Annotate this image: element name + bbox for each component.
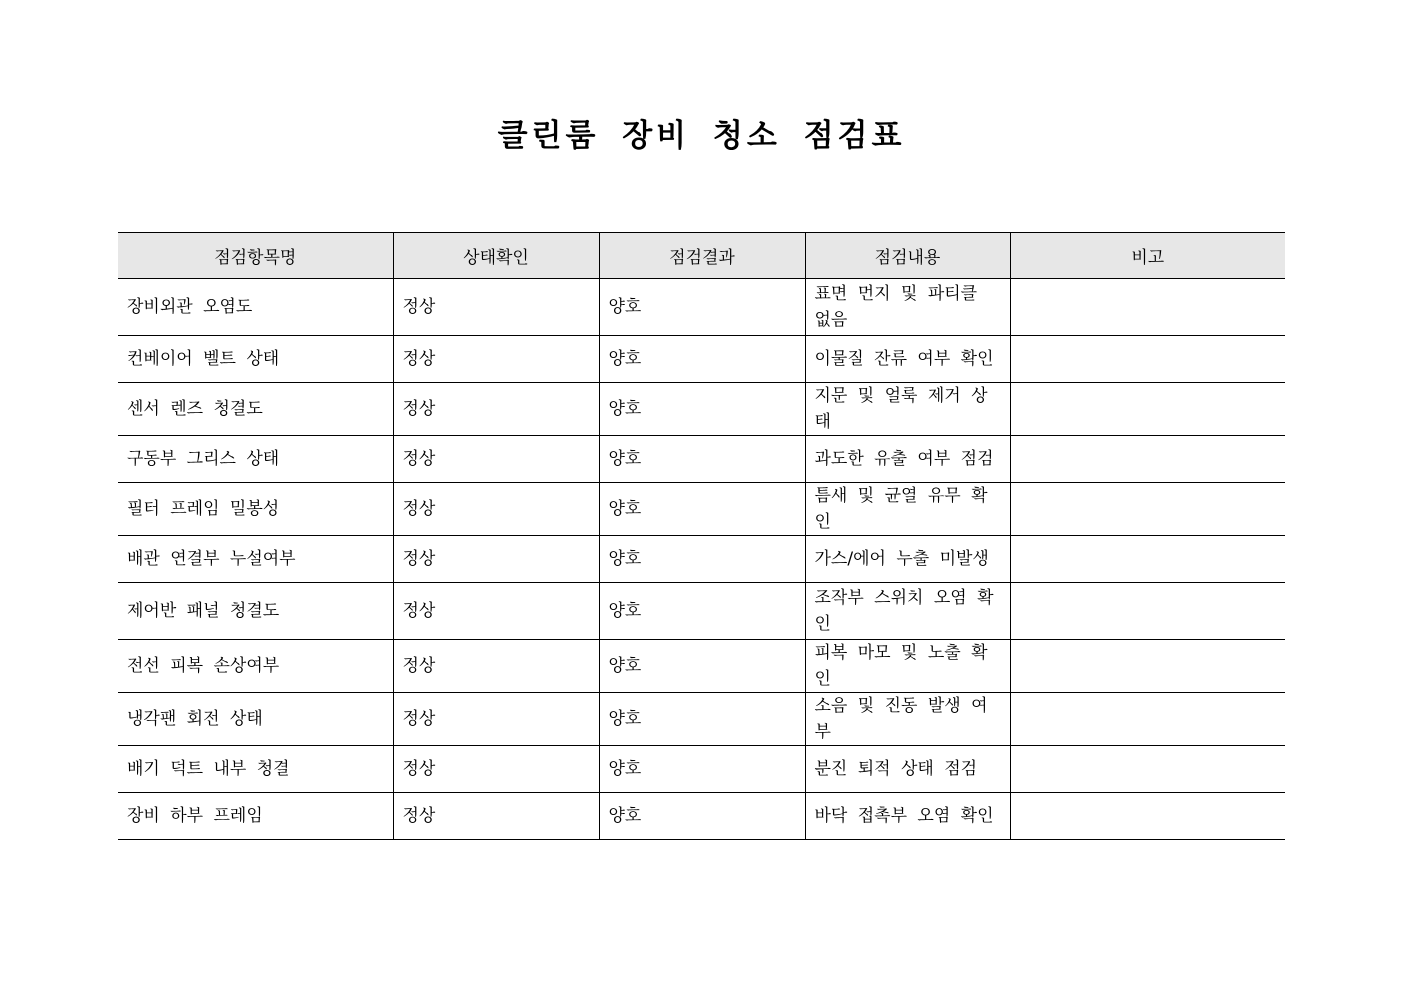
cell-item-name: 전선 피복 손상여부 — [118, 640, 393, 693]
cell-status: 정상 — [393, 436, 599, 483]
cell-result: 양호 — [599, 583, 805, 640]
header-status-check: 상태확인 — [393, 233, 599, 279]
cell-note — [1010, 583, 1285, 640]
cell-item-name: 구동부 그리스 상태 — [118, 436, 393, 483]
table-row — [118, 436, 1285, 483]
cell-content: 지문 및 얼룩 제거 상태 — [805, 383, 1010, 436]
header-inspection-result: 점검결과 — [599, 233, 805, 279]
cell-item-name: 배기 덕트 내부 청결 — [118, 746, 393, 793]
cell-item-name: 배관 연결부 누설여부 — [118, 536, 393, 583]
cell-result: 양호 — [599, 436, 805, 483]
cell-note — [1010, 746, 1285, 793]
cell-note — [1010, 640, 1285, 693]
cell-result: 양호 — [599, 693, 805, 746]
cell-result: 양호 — [599, 640, 805, 693]
cell-item-name: 센서 렌즈 청결도 — [118, 383, 393, 436]
table-row — [118, 693, 1285, 746]
cell-content: 틈새 및 균열 유무 확인 — [805, 483, 1010, 536]
cell-result: 양호 — [599, 279, 805, 336]
cell-result: 양호 — [599, 336, 805, 383]
header-note: 비고 — [1010, 233, 1285, 279]
cell-content: 분진 퇴적 상태 점검 — [805, 746, 1010, 793]
cell-status: 정상 — [393, 336, 599, 383]
cell-item-name: 장비 하부 프레임 — [118, 793, 393, 840]
cell-content: 표면 먼지 및 파티클 없음 — [805, 279, 1010, 336]
cell-content: 피복 마모 및 노출 확인 — [805, 640, 1010, 693]
cell-note — [1010, 436, 1285, 483]
cell-result: 양호 — [599, 746, 805, 793]
table-row — [118, 583, 1285, 640]
cell-content: 과도한 유출 여부 점검 — [805, 436, 1010, 483]
cell-content: 바닥 접촉부 오염 확인 — [805, 793, 1010, 840]
cell-status: 정상 — [393, 483, 599, 536]
cell-item-name: 장비외관 오염도 — [118, 279, 393, 336]
table-row — [118, 383, 1285, 436]
table-row — [118, 336, 1285, 383]
cell-status: 정상 — [393, 693, 599, 746]
cell-item-name: 냉각팬 회전 상태 — [118, 693, 393, 746]
table-row — [118, 483, 1285, 536]
cell-note — [1010, 536, 1285, 583]
cell-note — [1010, 793, 1285, 840]
header-inspection-content: 점검내용 — [805, 233, 1010, 279]
cell-status: 정상 — [393, 383, 599, 436]
cell-content: 이물질 잔류 여부 확인 — [805, 336, 1010, 383]
header-item-name: 점검항목명 — [118, 233, 393, 279]
cell-content: 소음 및 진동 발생 여부 — [805, 693, 1010, 746]
table-row — [118, 640, 1285, 693]
cell-note — [1010, 693, 1285, 746]
cell-note — [1010, 279, 1285, 336]
cell-status: 정상 — [393, 583, 599, 640]
cell-status: 정상 — [393, 793, 599, 840]
cell-status: 정상 — [393, 279, 599, 336]
cell-content: 가스/에어 누출 미발생 — [805, 536, 1010, 583]
table-row — [118, 279, 1285, 336]
inspection-table — [118, 232, 1285, 840]
cell-item-name: 컨베이어 벨트 상태 — [118, 336, 393, 383]
cell-note — [1010, 483, 1285, 536]
table-row — [118, 536, 1285, 583]
cell-result: 양호 — [599, 536, 805, 583]
cell-item-name: 필터 프레임 밀봉성 — [118, 483, 393, 536]
cell-status: 정상 — [393, 536, 599, 583]
document-title: 클린룸 장비 청소 점검표 — [497, 118, 906, 154]
table-header-row — [118, 233, 1285, 279]
cell-result: 양호 — [599, 483, 805, 536]
table-row — [118, 793, 1285, 840]
cell-note — [1010, 336, 1285, 383]
cell-status: 정상 — [393, 746, 599, 793]
cell-result: 양호 — [599, 793, 805, 840]
cell-content: 조작부 스위치 오염 확인 — [805, 583, 1010, 640]
cell-status: 정상 — [393, 640, 599, 693]
cell-result: 양호 — [599, 383, 805, 436]
cell-item-name: 제어반 패널 청결도 — [118, 583, 393, 640]
table-row — [118, 746, 1285, 793]
cell-note — [1010, 383, 1285, 436]
